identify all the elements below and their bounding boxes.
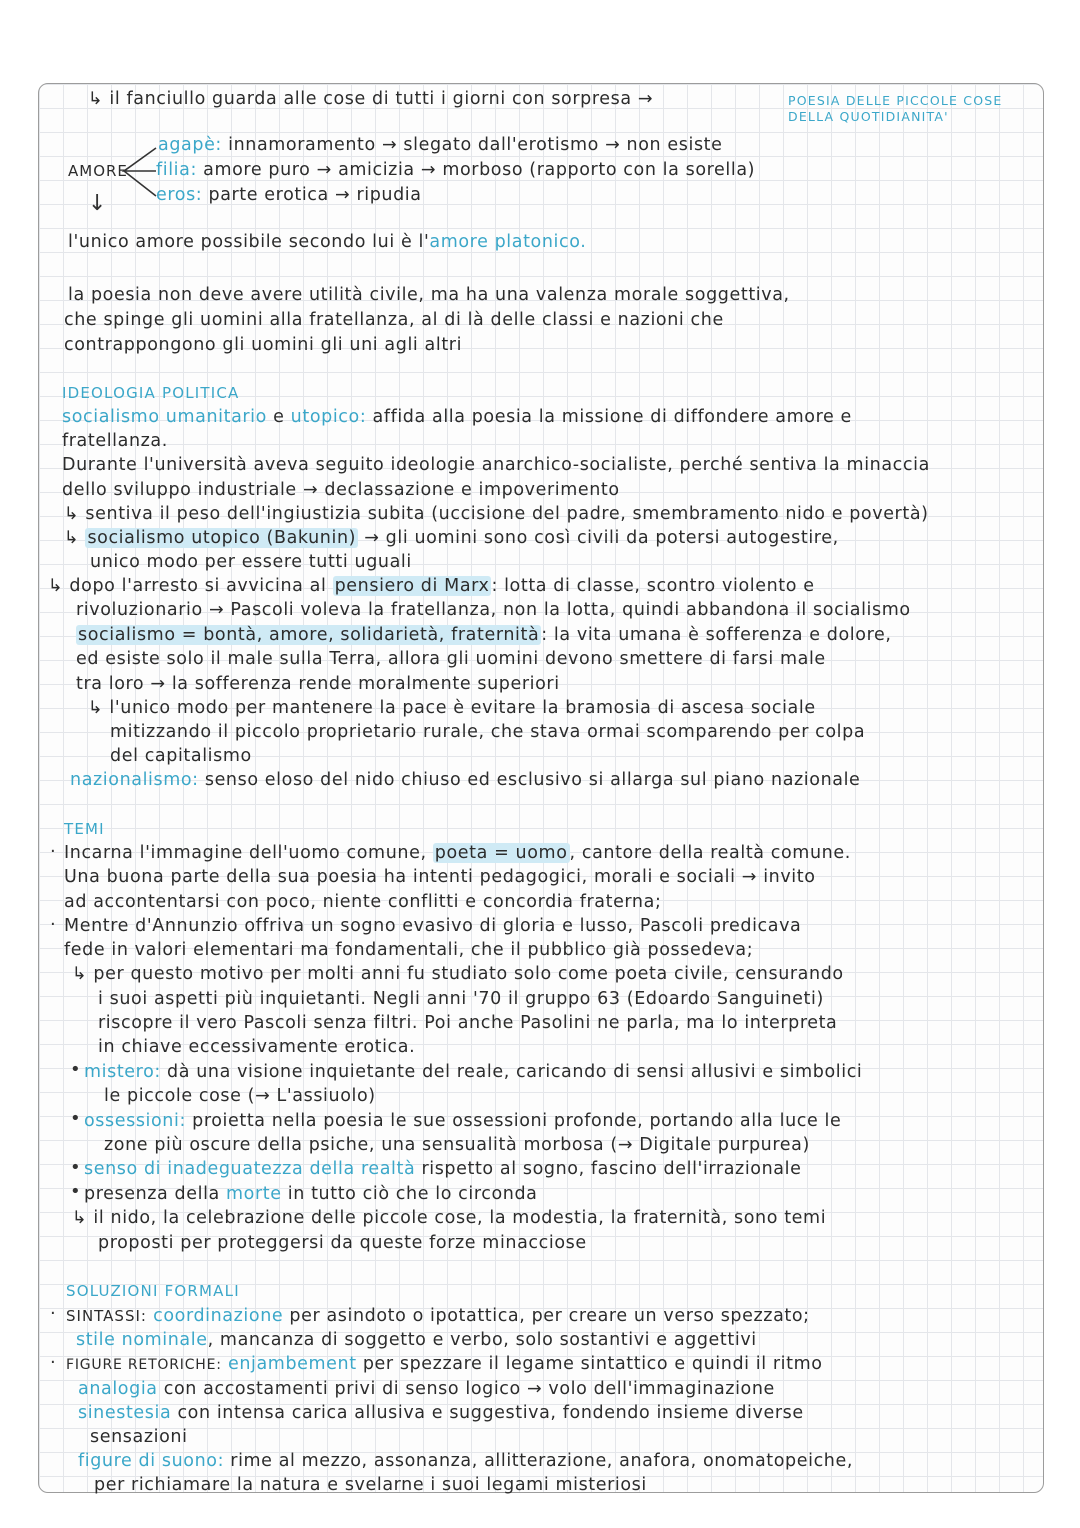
socialismo-umanitario-term: socialismo umanitario xyxy=(62,407,267,427)
temi-line-11: proposti per proteggersi da queste forze minacciose xyxy=(98,1233,587,1253)
temi-line-2: Una buona parte della sua poesia ha intenti pedagogici, morali e sociali → invito xyxy=(64,867,816,887)
figure-label: FIGURE RETORICHE: xyxy=(66,1357,222,1373)
quotidianita: DELLA QUOTIDIANITA' xyxy=(788,109,949,124)
figure-line xyxy=(66,1353,823,1376)
sinestesia-text: con intensa carica allusiva e suggestiva, fondendo insieme diverse xyxy=(171,1403,804,1423)
bullet-dot: · xyxy=(50,914,56,935)
filia-term: filia: xyxy=(156,160,197,180)
sinestesia-line-2: sensazioni xyxy=(90,1427,188,1447)
sintassi-text: per asindoto o ipotattica, per creare un verso spezzato; xyxy=(283,1306,810,1326)
poesia-line-2: che spinge gli uomini alla fratellanza, al di là delle classi e nazioni che xyxy=(64,310,724,330)
amore-brace xyxy=(118,140,158,210)
stile-text: , mancanza di soggetto e verbo, solo sostantivi e aggettivi xyxy=(207,1330,757,1350)
ideologia-line-13: ↳ l'unico modo per mantenere la pace è evitare la bramosia di ascesa sociale xyxy=(88,698,816,718)
temi-line-9: in chiave eccessivamente erotica. xyxy=(98,1037,416,1057)
ideologia-l6-text: → gli uomini sono così civili da potersi autogestire, xyxy=(358,528,839,548)
ideologia-line-3: Durante l'università aveva seguito ideologie anarchico-socialiste, perché sentiva la minaccia xyxy=(62,455,930,475)
ideologia-l8-text: : lotta di classe, scontro violento e xyxy=(491,576,815,596)
ideologia-l16-text: senso eloso del nido chiuso ed esclusivo si allarga sul piano nazionale xyxy=(198,770,861,790)
temi-heading: TEMI xyxy=(64,820,105,838)
enjambement-text: per spezzare il legame sintattico e quindi il ritmo xyxy=(356,1354,823,1374)
ideologia-l10-text: : la vita umana è sofferenza e dolore, xyxy=(541,625,892,645)
inadeguatezza-term: senso di inadeguatezza della realtà xyxy=(84,1159,416,1179)
temi-line-10: ↳ il nido, la celebrazione delle piccole cose, la modestia, la fraternità, sono temi xyxy=(72,1208,827,1228)
ideologia-line-1 xyxy=(62,406,852,428)
stile-line xyxy=(76,1329,757,1351)
temi-line-7: i suoi aspetti più inquietanti. Negli anni '70 il gruppo 63 (Edoardo Sanguineti) xyxy=(98,989,824,1009)
coordinazione-term: coordinazione xyxy=(153,1306,284,1326)
ideologia-line-12: tra loro → la sofferenza rende moralmente superiori xyxy=(76,674,560,694)
inadeguatezza-text: rispetto al sogno, fascino dell'irrazionale xyxy=(415,1159,802,1179)
mistero-term: mistero: xyxy=(84,1062,161,1082)
analogia-term: analogia xyxy=(78,1379,158,1399)
agape-term: agapè: xyxy=(158,135,222,155)
eros-line xyxy=(156,184,422,206)
eros-term: eros: xyxy=(156,185,203,205)
ideologia-line-14: mitizzando il piccolo proprietario rurale, che stava ormai scomparendo per colpa xyxy=(110,722,866,742)
temi-line-4: Mentre d'Annunzio offriva un sogno evasivo di gloria e lusso, Pascoli predicava xyxy=(64,916,802,936)
mistero-line-2: le piccole cose (→ L'assiuolo) xyxy=(104,1086,376,1106)
ideologia-e: e xyxy=(266,407,291,427)
sintassi-label: SINTASSI: xyxy=(66,1307,147,1325)
figure-suono-term: figure di suono: xyxy=(78,1451,225,1471)
analogia-line xyxy=(78,1378,775,1400)
utopico-term: utopico: xyxy=(290,407,367,427)
filia-text: amore puro → amicizia → morboso (rapporto con la sorella) xyxy=(203,160,756,180)
ideologia-line-9: rivoluzionario → Pascoli voleva la fratellanza, non la lotta, quindi abbandona il socialismo xyxy=(76,600,911,620)
ideologia-line-16 xyxy=(70,769,860,791)
ossessioni-line-2: zone più oscure della psiche, una sensualità morbosa (→ Digitale purpurea) xyxy=(104,1135,810,1155)
ideologia-line-4: dello sviluppo industriale → declassazione e impoverimento xyxy=(62,480,620,500)
eros-text: parte erotica → ripudia xyxy=(208,185,422,205)
platonic-pre: l'unico amore possibile secondo lui è l' xyxy=(68,232,430,252)
amore-label: AMORE xyxy=(68,162,128,180)
platonic-term: amore platonico. xyxy=(429,232,587,252)
temi-line-6: ↳ per questo motivo per molti anni fu studiato solo come poeta civile, censurando xyxy=(72,964,844,984)
bullet-dot: • xyxy=(70,1181,81,1202)
mistero-line xyxy=(84,1061,862,1083)
poesia-line-3: contrappongono gli uomini gli uni agli altri xyxy=(64,335,463,355)
ideologia-line-10 xyxy=(76,624,892,646)
ideologia-heading: IDEOLOGIA POLITICA xyxy=(62,384,240,402)
socialismo-utopico-highlight: socialismo utopico (Bakunin) xyxy=(87,528,357,548)
agape-text: innamoramento → slegato dall'erotismo → non esiste xyxy=(228,135,723,155)
ossessioni-term: ossessioni: xyxy=(84,1111,186,1131)
bullet-dot: • xyxy=(70,1108,81,1129)
ossessioni-line xyxy=(84,1110,841,1132)
ideologia-l1-text: affida alla poesia la missione di diffondere amore e xyxy=(366,407,852,427)
stile-nominale-term: stile nominale xyxy=(76,1330,208,1350)
nazionalismo-term: nazionalismo: xyxy=(70,770,199,790)
sinestesia-line xyxy=(78,1402,804,1424)
marx-highlight: pensiero di Marx xyxy=(334,576,490,596)
platonic-line xyxy=(68,231,586,253)
temi-l1-pre: Incarna l'immagine dell'uomo comune, xyxy=(64,843,433,863)
arrow-down-icon: ↓ xyxy=(88,191,107,216)
socialismo-bonta-highlight: socialismo = bontà, amore, solidarietà, fraternità xyxy=(78,625,540,645)
morte-term: morte xyxy=(226,1184,282,1204)
agape-line xyxy=(158,134,723,156)
bullet-dot: · xyxy=(50,1352,56,1373)
bullet-dot: • xyxy=(70,1059,81,1080)
poesia-line-1: la poesia non deve avere utilità civile, ma ha una valenza morale soggettiva, xyxy=(68,285,790,305)
intro-line xyxy=(88,88,653,110)
intro-text: ↳ il fanciullo guarda alle cose di tutti i giorni con sorpresa → xyxy=(88,89,654,109)
morte-line xyxy=(84,1183,538,1205)
mistero-text: dà una visione inquietante del reale, caricando di sensi allusivi e simbolici xyxy=(160,1062,863,1082)
temi-line-1 xyxy=(64,842,851,864)
ideologia-line-11: ed esiste solo il male sulla Terra, allora gli uomini devono smettere di farsi male xyxy=(76,649,826,669)
morte-text: in tutto ciò che lo circonda xyxy=(281,1184,538,1204)
ideologia-line-2: fratellanza. xyxy=(62,431,168,451)
temi-l1-text: , cantore della realtà comune. xyxy=(569,843,851,863)
sintassi-line xyxy=(66,1305,810,1327)
temi-line-3: ad accontentarsi con poco, niente conflitti e concordia fraterna; xyxy=(64,892,662,912)
figure-suono-line xyxy=(78,1450,853,1472)
ideologia-line-5: ↳ sentiva il peso dell'ingiustizia subita (uccisione del padre, smembramento nido e povertà) xyxy=(64,504,929,524)
morte-pre: presenza della xyxy=(84,1184,227,1204)
ideologia-l8-pre: ↳ dopo l'arresto si avvicina al xyxy=(48,576,333,596)
figure-suono-text: rime al mezzo, assonanza, allitterazione, anafora, onomatopeiche, xyxy=(224,1451,854,1471)
ideologia-l6-pre: ↳ xyxy=(64,528,86,548)
figure-suono-line-2: per richiamare la natura e svelarne i suoi legami misteriosi xyxy=(94,1475,647,1495)
filia-line xyxy=(156,159,755,181)
temi-line-5: fede in valori elementari ma fondamentali, che il pubblico già possedeva; xyxy=(64,940,754,960)
soluzioni-heading: SOLUZIONI FORMALI xyxy=(66,1282,240,1300)
bullet-dot: · xyxy=(50,841,56,862)
ideologia-line-6 xyxy=(64,527,839,549)
poeta-uomo-highlight: poeta = uomo xyxy=(434,843,568,863)
sinestesia-term: sinestesia xyxy=(78,1403,172,1423)
ideologia-line-7: unico modo per essere tutti uguali xyxy=(90,552,412,572)
bullet-dot: · xyxy=(50,1303,56,1324)
ossessioni-text: proietta nella poesia le sue ossessioni profonde, portando alla luce le xyxy=(185,1111,842,1131)
bullet-dot: • xyxy=(70,1157,81,1178)
poesia-piccole-cose: POESIA DELLE PICCOLE COSE xyxy=(788,93,1003,108)
analogia-text: con accostamenti privi di senso logico → volo dell'immaginazione xyxy=(157,1379,775,1399)
inadeguatezza-line xyxy=(84,1158,801,1180)
ideologia-line-8 xyxy=(48,575,815,597)
enjambement-term: enjambement xyxy=(227,1354,357,1374)
temi-line-8: riscopre il vero Pascoli senza filtri. Poi anche Pasolini ne parla, ma lo interpreta xyxy=(98,1013,838,1033)
ideologia-line-15: del capitalismo xyxy=(110,746,252,766)
